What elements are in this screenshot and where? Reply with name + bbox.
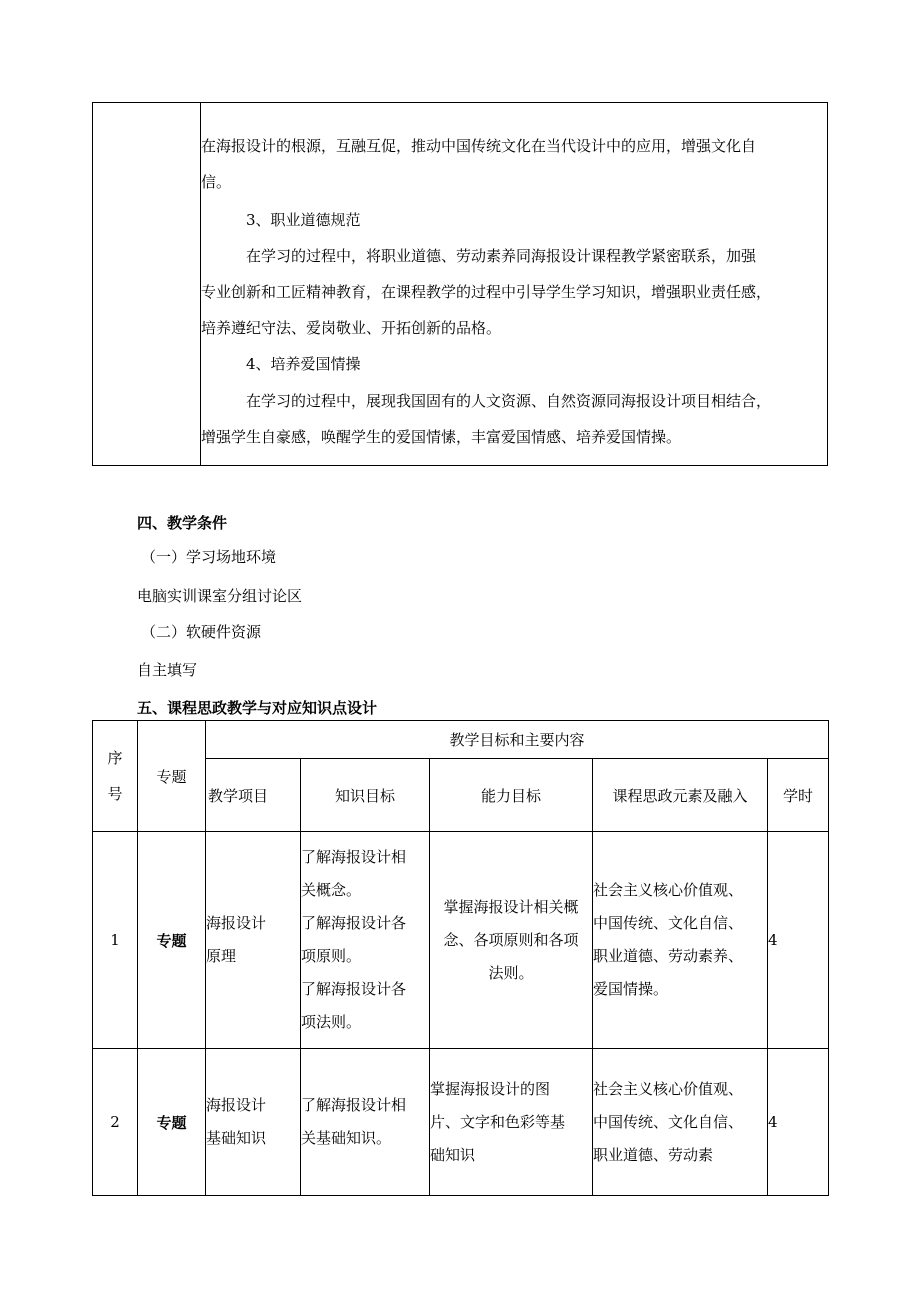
continuation-content-cell [201, 103, 827, 465]
row-ideology: 社会主义核心价值观、 中国传统、文化自信、 职业道德、劳动素养、 爱国情操。 [593, 832, 768, 1049]
row-project: 海报设计 基础知识 [206, 1049, 301, 1196]
paragraph-line: 培养遵纪守法、爱岗敬业、开拓创新的品格。 [201, 319, 502, 337]
row-ability: 掌握海报设计相关概 念、各项原则和各项 法则。 [430, 832, 593, 1049]
paragraph-line: 在学习的过程中，展现我国固有的人文资源、自然资源同海报设计项目相结合， [246, 392, 772, 410]
paragraph-line: 专业创新和工匠精神教育，在课程教学的过程中引导学生学习知识，增强职业责任感， [201, 283, 772, 301]
continuation-label-cell [93, 103, 201, 465]
continuation-table [92, 102, 828, 466]
table-row [93, 832, 829, 1049]
subheading-patriotism: 4、培养爱国情操 [246, 355, 361, 373]
header-topic: 专题 [138, 721, 206, 832]
row-seq: 2 [93, 1049, 138, 1196]
table-row [93, 1049, 829, 1196]
header-seq: 序号 [93, 721, 138, 832]
row-seq: 1 [93, 832, 138, 1049]
header-project: 教学项目 [206, 759, 301, 832]
row-topic: 专题 [138, 832, 206, 1049]
section-4-text1: 电脑实训课室分组讨论区 [137, 587, 303, 605]
header-group: 教学目标和主要内容 [206, 721, 829, 759]
section-4-title: 四、教学条件 [137, 514, 228, 532]
row-hours: 4 [768, 832, 829, 1049]
subheading-ethics: 3、职业道德规范 [246, 211, 361, 229]
table-header-row [93, 721, 829, 759]
row-hours: 4 [768, 1049, 829, 1196]
section-5-title: 五、课程思政教学与对应知识点设计 [137, 699, 378, 717]
paragraph-line: 信。 [201, 173, 232, 191]
paragraph-line: 在海报设计的根源，互融互促，推动中国传统文化在当代设计中的应用，增强文化自 [201, 137, 757, 155]
section-4-text2: 自主填写 [137, 661, 198, 679]
header-ability: 能力目标 [430, 759, 593, 832]
row-project: 海报设计 原理 [206, 832, 301, 1049]
header-ideology: 课程思政元素及融入 [593, 759, 768, 832]
paragraph-line: 增强学生自豪感，唤醒学生的爱国情愫，丰富爱国情感、培养爱国情操。 [201, 428, 682, 446]
section-4-sub1: （一）学习场地环境 [141, 548, 277, 566]
lesson-design-table [92, 720, 829, 1196]
row-knowledge: 了解海报设计相 关基础知识。 [301, 1049, 430, 1196]
row-ability: 掌握海报设计的图 片、文字和色彩等基 础知识 [430, 1049, 593, 1196]
row-ideology: 社会主义核心价值观、 中国传统、文化自信、 职业道德、劳动素 [593, 1049, 768, 1196]
row-knowledge: 了解海报设计相 关概念。 了解海报设计各 项原则。 了解海报设计各 项法则。 [301, 832, 430, 1049]
section-4-sub2: （二）软硬件资源 [141, 623, 262, 641]
row-topic: 专题 [138, 1049, 206, 1196]
paragraph-line: 在学习的过程中，将职业道德、劳动素养同海报设计课程教学紧密联系，加强 [246, 247, 757, 265]
header-knowledge: 知识目标 [301, 759, 430, 832]
header-hours: 学时 [768, 759, 829, 832]
